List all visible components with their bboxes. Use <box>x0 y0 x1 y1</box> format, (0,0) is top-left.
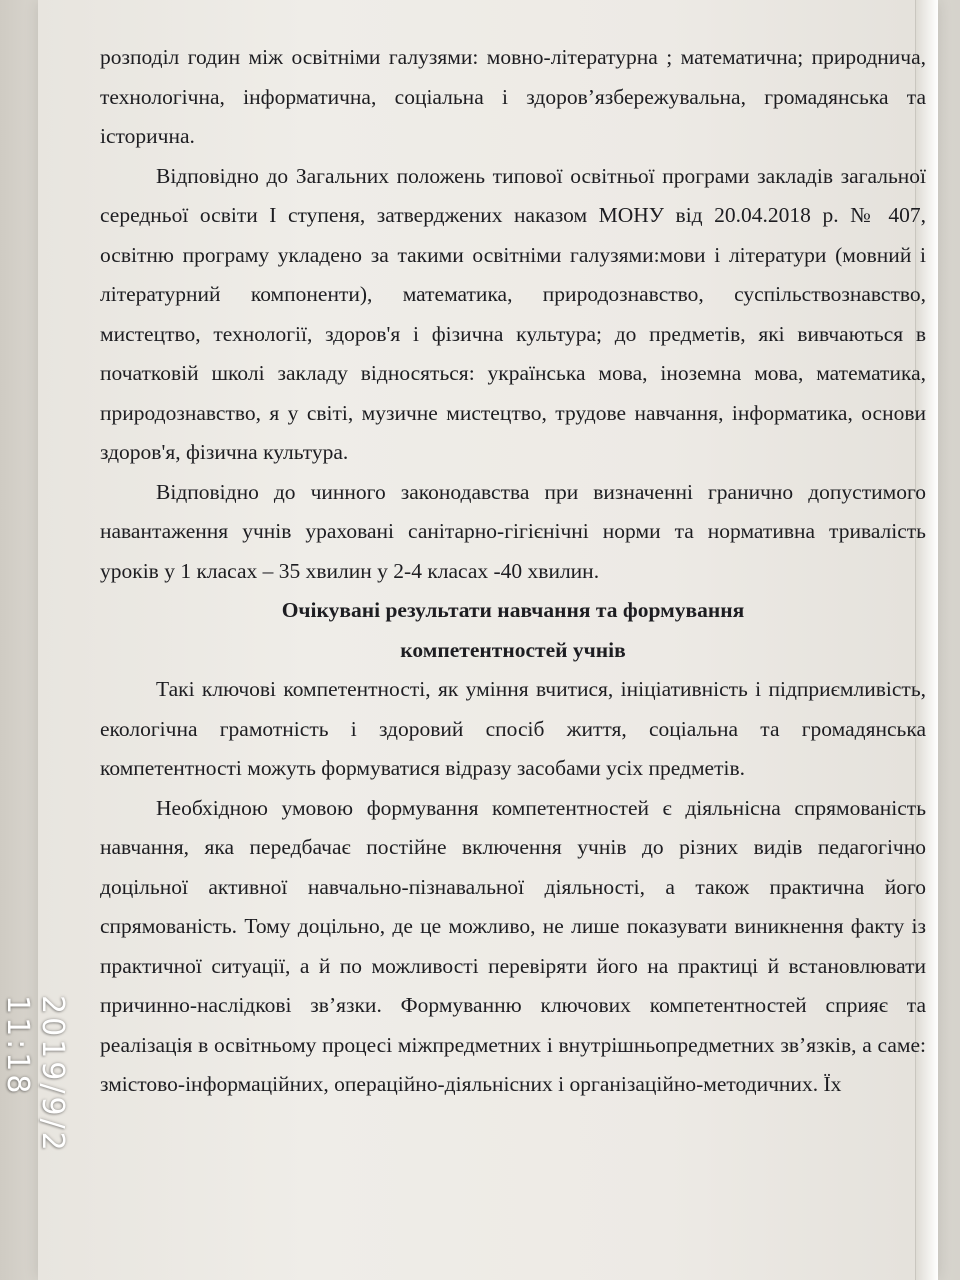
section-heading-line1: Очікувані результати навчання та формування <box>281 598 745 622</box>
photo-timestamp: 2019/9/2 11:18 <box>0 995 70 1154</box>
document-text <box>100 38 926 1105</box>
paragraph-activity-orientation: Необхідною умовою формування компетентностей є діяльнісна спрямованість навчання, яка передбачає постійне включення учнів до різних видів педагогічно доцільної активної навчально-пізнавальної діяльності, а також практична його спрямованість. Тому доцільно, де це можливо, не лише показувати виникнення факту із практичної ситуації, а й по можливості перевіряти його на практиці й встановлювати причинно-наслідкові зв’язки. Формуванню ключових компетентностей сприяє та реалізація в освітньому процесі міжпредметних і внутрішньопредметних зв’язків, а саме: змістово-інформаційних, операційно-діяльнісних і організаційно-методичних. Їх <box>100 795 926 1096</box>
paragraph-key-competences: Такі ключові компетентності, як уміння вчитися, ініціативність і підприємливість, екологічна грамотність і здоровий спосіб життя, соціальна та громадянська компетентності можуть формуватися відразу засобами усіх предметів. <box>100 677 926 780</box>
paragraph-continuation: розподіл годин між освітніми галузями: мовно-літературна ; математична; природнича, технологічна, інформатична, соціальна і здоров’язбережувальна, громадянська та історична. <box>100 45 926 148</box>
paragraph-general-provisions: Відповідно до Загальних положень типової освітньої програми закладів загальної середньої освіти І ступеня, затверджених наказом МОНУ від 20.04.2018 р. № 407, освітню програму укладено за такими освітніми галузями:мови і літератури (мовний і літературний компоненти), математика, природознавство, суспільствознавство, мистецтво, технології, здоров'я і фізична культура; до предметів, які вивчаються в початковій школі закладу відносяться: українська мова, іноземна мова, математика, природознавство, я у світі, музичне мистецтво, трудове навчання, інформатика, основи здоров'я, фізична культура. <box>100 163 926 464</box>
paragraph-workload: Відповідно до чинного законодавства при визначенні гранично допустимого навантаження учнів ураховані санітарно-гігієнічні норми та нормативна тривалість уроків у 1 класах – 35 хвилин у 2-4 класах -40 хвилин. <box>100 479 926 583</box>
section-heading-line2: компетентностей учнів <box>400 637 626 662</box>
